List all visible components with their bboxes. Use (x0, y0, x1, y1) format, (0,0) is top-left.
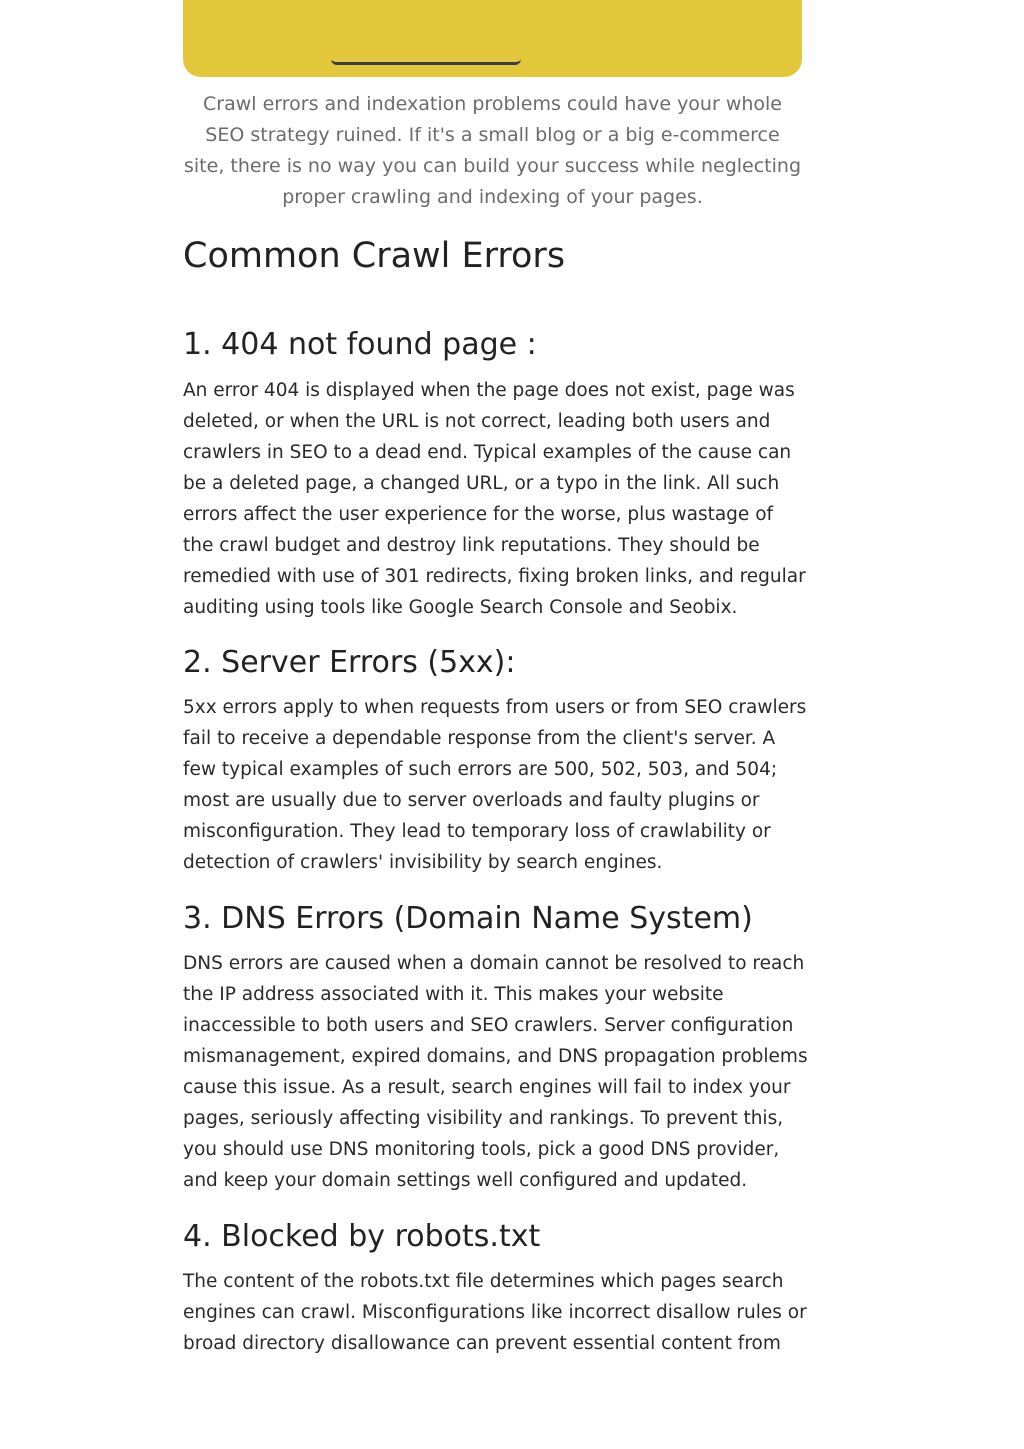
error-404-heading: 1. 404 not found page : (183, 327, 537, 362)
section-heading: Common Crawl Errors (183, 236, 566, 276)
server-errors-body: 5xx errors apply to when requests from users or from SEO crawlers fail to receive a dependable response from the client's server. A few typical examples of such errors are 500, 502, 503, and 504; most are usually due to server overloads and faulty plugins or misconfiguration. They lead to temporary loss of crawlability or detection of crawlers' invisibility by search engines. (183, 697, 807, 873)
dns-errors-body: DNS errors are caused when a domain cannot be resolved to reach the IP address associated with it. This makes your website inaccessible to both users and SEO crawlers. Server configuration mismanagement, expired domains, and DNS propagation problems cause this issue. As a result, search engines will fail to index your pages, seriously affecting visibility and rankings. To prevent this, you should use DNS monitoring tools, pick a good DNS provider, and keep your domain settings well configured and updated. (183, 953, 808, 1191)
hero-image-inner-panel (331, 0, 521, 65)
robots-txt-heading: 4. Blocked by robots.txt (183, 1219, 541, 1254)
server-errors-heading: 2. Server Errors (5xx): (183, 645, 516, 680)
error-404-body: An error 404 is displayed when the page does not exist, page was deleted, or when the URL is not correct, leading both users and crawlers in SEO to a dead end. Typical examples of the cause can be a deleted page, a changed URL, or a typo in the link. All such errors affect the user experience for the worse, plus wastage of the crawl budget and destroy link reputations. They should be remedied with use of 301 redirects, fixing broken links, and regular auditing using tools like Google Search Console and Seobix. (183, 380, 806, 618)
robots-txt-body: The content of the robots.txt file determines which pages search engines can crawl. Misconfigurations like incorrect disallow rules or broad directory disallowance can prevent essential content from (183, 1271, 807, 1354)
hero-caption: Crawl errors and indexation problems could have your whole SEO strategy ruined. If it's a small blog or a big e-commerce site, there is no way you can build your success while neglecting proper crawling and indexing of your pages. (184, 93, 801, 208)
dns-errors-heading: 3. DNS Errors (Domain Name System) (183, 901, 753, 936)
hero-image (183, 0, 802, 77)
